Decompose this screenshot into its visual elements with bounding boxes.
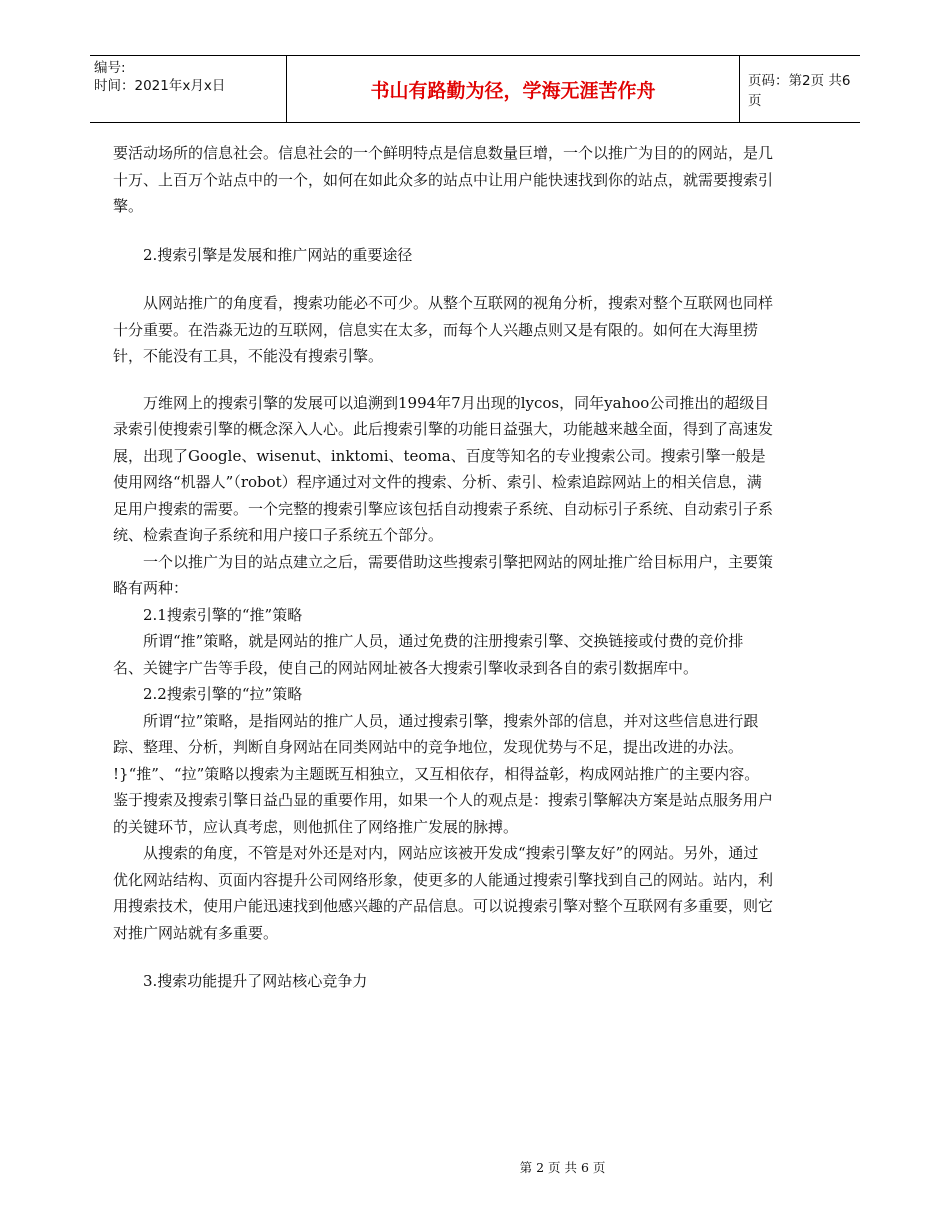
number-label: 编号: — [94, 60, 126, 76]
time-label: 时间：2021年x月x日 — [94, 78, 226, 94]
paragraph-5: 所谓“推”策略，就是网站的推广人员，通过免费的注册搜索引擎、交换链接或付费的竞价排名、关键字广告等手段，使自己的网站网址被各大搜索引擎收录到各自的索引数据库中。 — [113, 632, 744, 677]
subheading-2-2: 2.2搜索引擎的“拉”策略 — [143, 685, 303, 703]
subheading-2-1: 2.1搜索引擎的“推”策略 — [143, 605, 303, 624]
paragraph-2: 从网站推广的角度看，搜索功能必不可少。从整个互联网的视角分析，搜索对整个互联网也同样十分重要。在浩淼无边的互联网，信息实在太多，而每个人兴趣点则又是有限的。如何在大海里捞针，不能没有工具，不能没有搜索引擎。 — [113, 294, 774, 365]
paragraph-1: 要活动场所的信息社会。信息社会的一个鲜明特点是信息数量巨增，一个以推广为目的的网站，是几十万、上百万个站点中的一个，如何在如此众多的站点中让用户能快速找到你的站点，就需要搜索引擎。 — [113, 144, 774, 215]
paragraph-3: 万维网上的搜索引擎的发展可以追溯到1994年7月出现的lycos，同年yahoo公司推出的超级目录索引使搜索引擎的概念深入人心。此后搜索引擎的功能日益强大，功能越来越全面，得到了高速发展，出现了Google、wisenut、inktomi、teoma、百度等知名的专业搜索公司。搜索引擎一般是使用网络“机器人”（robot）程序通过对文件的搜索、分析、索引、检索追踪网站上的相关信息，满足用户搜索的需要。一个完整的搜索引擎应该包括自动搜索子系统、自动标引子系统、自动索引子系统、检索查询子系统和用户接口子系统五个部分。 — [113, 393, 774, 544]
section-heading-3: 3.搜索功能提升了网站核心竞争力 — [143, 972, 368, 990]
paragraph-4: 一个以推广为目的站点建立之后，需要借助这些搜索引擎把网站的网址推广给目标用户，主要策略有两种： — [113, 552, 774, 597]
page-footer: 第 2 页 共 6 页 — [519, 1160, 606, 1175]
page-header — [90, 55, 860, 123]
section-heading-2: 2.搜索引擎是发展和推广网站的重要途径 — [143, 245, 413, 264]
header-page-label: 页码：第2页 共6页 — [748, 73, 851, 109]
header-motto: 书山有路勤为径，学海无涯苦作舟 — [286, 56, 740, 122]
header-meta — [90, 56, 286, 122]
document-body — [113, 140, 773, 995]
paragraph-7: 从搜索的角度，不管是对外还是对内，网站应该被开发成“搜索引擎友好”的网站。另外，通过优化网站结构、页面内容提升公司网络形象，使更多的人能通过搜索引擎找到自己的网站。站内，利用搜索技术，使用户能迅速找到他感兴趣的产品信息。可以说搜索引擎对整个互联网有多重要，则它对推广网站就有多重要。 — [113, 844, 774, 942]
paragraph-6: 所谓“拉”策略，是指网站的推广人员，通过搜索引擎，搜索外部的信息，并对这些信息进行跟踪、整理、分析，判断自身网站在同类网站中的竞争地位，发现优势与不足，提出改进的办法。 !}“推”、“拉”策略以搜索为主题既互相独立，又互相依存，相得益彰，构成网站推广的主要内容。鉴于搜索及搜索引擎日益凸显的重要作用，如果一个人的观点是：搜索引擎解决方案是站点服务用户的关键环节，应认真考虑，则他抓住了网络推广发展的脉搏。 — [113, 711, 774, 836]
